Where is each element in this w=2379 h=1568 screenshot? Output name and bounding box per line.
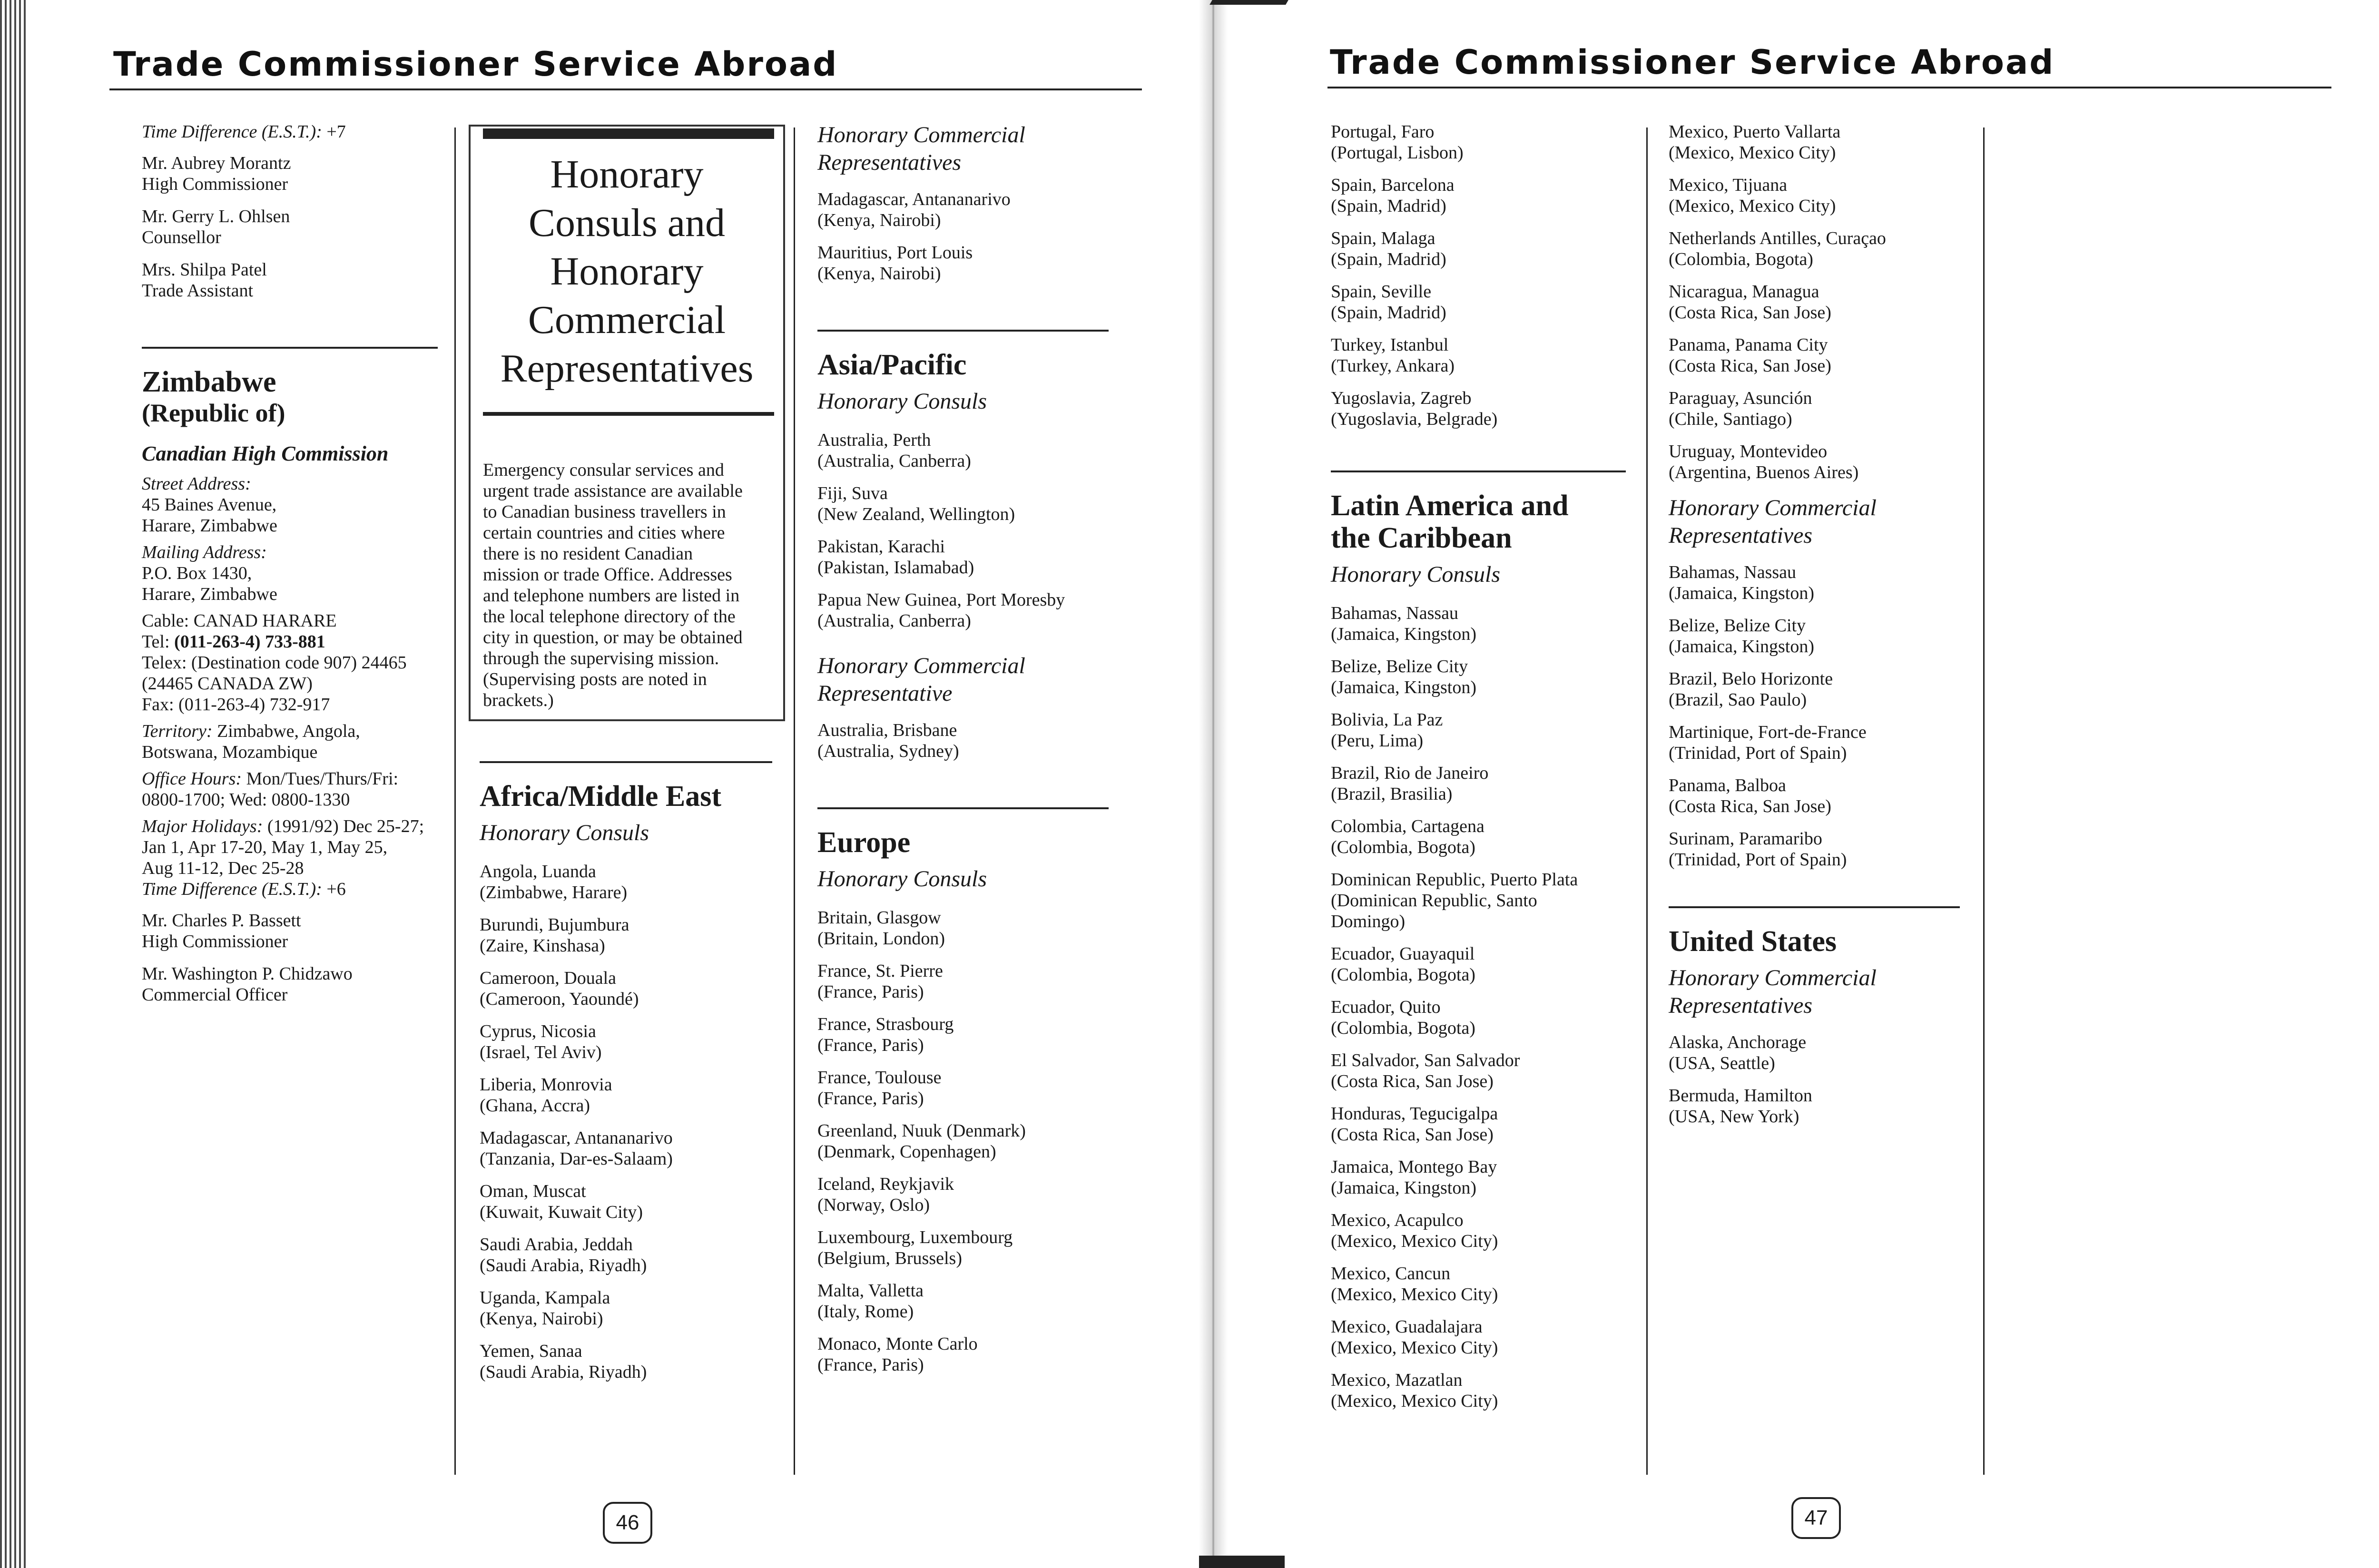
territory-value: Zimbabwe, Angola, (217, 721, 360, 741)
office-hours-label: Office Hours: (142, 769, 242, 789)
page-number-right: 47 (1791, 1497, 1841, 1539)
list-item: Burundi, Bujumbura (Zaire, Kinshasa) (480, 915, 629, 956)
scan-mark (1209, 0, 1288, 5)
section-subheading: Honorary Commercial (817, 653, 1025, 678)
cable-line: Cable: CANAD HARARE (142, 611, 337, 631)
mailing-address-line: Harare, Zimbabwe (142, 584, 277, 604)
list-item: Bermuda, Hamilton (USA, New York) (1669, 1086, 1812, 1127)
list-item: Yemen, Sanaa (Saudi Arabia, Riyadh) (480, 1341, 647, 1382)
section-heading: Europe (817, 826, 911, 859)
territory-label: Territory: (142, 721, 213, 741)
section-subheading: Honorary Consuls (1331, 562, 1501, 587)
section-heading: the Caribbean (1331, 522, 1512, 554)
section-rule (817, 807, 1109, 809)
list-item: Angola, Luanda (Zimbabwe, Harare) (480, 862, 628, 902)
section-subheading: Representatives (1669, 993, 1813, 1018)
list-item: France, St. Pierre (France, Paris) (817, 961, 943, 1002)
list-item: Mauritius, Port Louis (Kenya, Nairobi) (817, 243, 973, 284)
list-item: Iceland, Reykjavik (Norway, Oslo) (817, 1174, 954, 1215)
section-subheading: Honorary Commercial (1669, 495, 1877, 520)
section-heading: United States (1669, 925, 1837, 958)
section-africa (480, 761, 784, 1394)
section-subheading: Representative (817, 681, 953, 706)
list-item: Dominican Republic, Puerto Plata (Dominican Republic, Santo Domingo) (1331, 870, 1578, 931)
mailing-address-line: P.O. Box 1430, (142, 563, 252, 583)
list-item: Ecuador, Quito (Colombia, Bogota) (1331, 997, 1475, 1038)
column-right-1 (1331, 121, 1640, 1423)
list-item: Mexico, Guadalajara (Mexico, Mexico City) (1331, 1317, 1498, 1358)
list-item: Uruguay, Montevideo (Argentina, Buenos Aires) (1669, 441, 1859, 482)
list-item: Belize, Belize City (Jamaica, Kingston) (1669, 616, 1815, 657)
list-item: Madagascar, Antananarivo (Tanzania, Dar-es-Salaam) (480, 1128, 673, 1169)
column-divider (1983, 127, 1985, 1475)
box-top-bar (483, 128, 774, 139)
holidays-value: Aug 11-12, Dec 25-28 (142, 858, 304, 878)
time-difference-label: Time Difference (E.S.T.): (142, 879, 322, 899)
header-rule-right (1327, 87, 2331, 88)
box-title: Honorary Consuls and Honorary Commercial Representatives (500, 152, 754, 391)
section-subheading: Honorary Consuls (480, 820, 649, 845)
list-item: Uganda, Kampala (Kenya, Nairobi) (480, 1288, 610, 1329)
list-item: Mr. Aubrey Morantz High Commissioner (142, 153, 291, 194)
list-item: Alaska, Anchorage (USA, Seattle) (1669, 1032, 1807, 1073)
holidays-value: (1991/92) Dec 25-27; (267, 816, 424, 836)
header-rule-left (109, 88, 1142, 90)
list-item: Mr. Charles P. Bassett High Commissioner (142, 911, 301, 951)
list-item: Spain, Seville (Spain, Madrid) (1331, 282, 1446, 323)
mailing-address-label: Mailing Address: (142, 542, 267, 562)
binding-edge (0, 0, 27, 1568)
list-item: Fiji, Suva (New Zealand, Wellington) (817, 483, 1015, 524)
list-item: Papua New Guinea, Port Moresby (Australia, Canberra) (817, 590, 1065, 631)
street-address-label: Street Address: (142, 474, 251, 494)
mission-name: Canadian High Commission (142, 442, 389, 465)
section-heading: Latin America and (1331, 490, 1569, 522)
street-address-line: 45 Baines Avenue, (142, 495, 277, 515)
list-item: Paraguay, Asunción (Chile, Santiago) (1669, 388, 1812, 429)
column-divider (454, 127, 456, 1475)
page-header-left: Trade Commissioner Service Abroad (113, 45, 838, 84)
column-divider (1646, 127, 1648, 1475)
box-body: Emergency consular services and urgent trade assistance are available to Canadian business travellers in certain countries and cities where there is no resident Canadian mission or trade Office. Addresses and telephone numbers are listed in the local telephone directory of the city in question, or may be obtained through the supervising mission. (Supervising posts are noted in brackets.) (483, 460, 743, 710)
list-item: Australia, Perth (Australia, Canberra) (817, 430, 971, 471)
list-item: Spain, Malaga (Spain, Madrid) (1331, 228, 1446, 269)
office-hours-value: 0800-1700; Wed: 0800-1330 (142, 790, 350, 810)
box-divider (483, 412, 774, 416)
list-item: Honduras, Tegucigalpa (Costa Rica, San Jose) (1331, 1104, 1498, 1145)
list-item: Cyprus, Nicosia (Israel, Tel Aviv) (480, 1021, 602, 1062)
list-item: Cameroon, Douala (Cameroon, Yaoundé) (480, 968, 639, 1009)
page-number-left: 46 (603, 1502, 652, 1544)
office-hours-value: Mon/Tues/Thurs/Fri: (246, 769, 399, 789)
book-spine (1199, 0, 1228, 1568)
list-item: Ecuador, Guayaquil (Colombia, Bogota) (1331, 944, 1475, 985)
list-item: Mexico, Cancun (Mexico, Mexico City) (1331, 1264, 1498, 1304)
territory-value: Botswana, Mozambique (142, 742, 318, 762)
column-right-2 (1669, 121, 1973, 1138)
list-item: Portugal, Faro (Portugal, Lisbon) (1331, 122, 1464, 163)
holidays-value: Jan 1, Apr 17-20, May 1, May 25, (142, 837, 388, 857)
time-difference-value: +6 (326, 879, 346, 899)
list-item: Mexico, Acapulco (Mexico, Mexico City) (1331, 1210, 1498, 1251)
time-difference-label: Time Difference (E.S.T.): (142, 122, 322, 142)
list-item: Panama, Balboa (Costa Rica, San Jose) (1669, 775, 1831, 816)
list-item: Brazil, Rio de Janeiro (Brazil, Brasilia) (1331, 763, 1489, 804)
list-item: Yugoslavia, Zagreb (Yugoslavia, Belgrade) (1331, 388, 1498, 429)
list-item: Mexico, Mazatlan (Mexico, Mexico City) (1331, 1370, 1498, 1411)
list-item: El Salvador, San Salvador (Costa Rica, San Jose) (1331, 1050, 1520, 1091)
scan-shadow (1199, 1556, 1285, 1568)
list-item: Mr. Washington P. Chidzawo Commercial Officer (142, 964, 353, 1005)
country-subheading: (Republic of) (142, 399, 285, 427)
list-item: Liberia, Monrovia (Ghana, Accra) (480, 1075, 612, 1116)
column-left-3 (817, 121, 1122, 1387)
holidays-label: Major Holidays: (142, 816, 263, 836)
list-item: Panama, Panama City (Costa Rica, San Jose) (1669, 335, 1831, 376)
page-header-right: Trade Commissioner Service Abroad (1330, 43, 2055, 82)
list-item: Nicaragua, Managua (Costa Rica, San Jose) (1669, 282, 1831, 323)
fax-line: Fax: (011-263-4) 732-917 (142, 695, 330, 715)
list-item: Greenland, Nuuk (Denmark) (Denmark, Copenhagen) (817, 1121, 1026, 1162)
section-rule (817, 330, 1109, 332)
list-item: Malta, Valletta (Italy, Rome) (817, 1281, 924, 1322)
list-item: Martinique, Fort-de-France (Trinidad, Port of Spain) (1669, 722, 1867, 763)
list-item: Colombia, Cartagena (Colombia, Bogota) (1331, 816, 1484, 857)
section-rule (480, 761, 772, 763)
list-item: Belize, Belize City (Jamaica, Kingston) (1331, 657, 1477, 697)
telex-line: Telex: (Destination code 907) 24465 (142, 653, 407, 673)
section-subheading: Representatives (1669, 523, 1813, 548)
list-item: Monaco, Monte Carlo (France, Paris) (817, 1334, 978, 1375)
list-item: Brazil, Belo Horizonte (Brazil, Sao Paulo) (1669, 669, 1833, 710)
list-item: Mrs. Shilpa Patel Trade Assistant (142, 260, 267, 301)
column-divider (794, 127, 795, 1475)
list-item: France, Strasbourg (France, Paris) (817, 1014, 954, 1055)
list-item: Bolivia, La Paz (Peru, Lima) (1331, 710, 1443, 751)
section-subheading: Honorary Commercial (1669, 965, 1877, 990)
list-item: Pakistan, Karachi (Pakistan, Islamabad) (817, 537, 974, 578)
column-left-1 (142, 121, 446, 1017)
list-item: France, Toulouse (France, Paris) (817, 1068, 942, 1108)
section-subheading: Honorary Consuls (817, 389, 987, 414)
list-item: Oman, Muscat (Kuwait, Kuwait City) (480, 1181, 643, 1222)
list-item: Surinam, Paramaribo (Trinidad, Port of Spain) (1669, 829, 1847, 870)
section-rule (142, 347, 438, 349)
list-item: Britain, Glasgow (Britain, London) (817, 908, 945, 949)
list-item: Madagascar, Antananarivo (Kenya, Nairobi) (817, 189, 1011, 230)
section-rule (1669, 906, 1960, 908)
list-item: Bahamas, Nassau (Jamaica, Kingston) (1669, 562, 1815, 603)
section-subheading: Representatives (817, 150, 962, 175)
tel-value: (011-263-4) 733-881 (174, 632, 325, 652)
list-item: Bahamas, Nassau (Jamaica, Kingston) (1331, 603, 1477, 644)
list-item: Mexico, Tijuana (Mexico, Mexico City) (1669, 175, 1836, 216)
list-item: Australia, Brisbane (Australia, Sydney) (817, 720, 959, 761)
list-item: Mr. Gerry L. Ohlsen Counsellor (142, 206, 290, 247)
list-item: Jamaica, Montego Bay (Jamaica, Kingston) (1331, 1157, 1497, 1198)
time-difference-value: +7 (326, 122, 346, 142)
section-heading: Asia/Pacific (817, 349, 967, 381)
telex-line: (24465 CANADA ZW) (142, 674, 313, 694)
tel-label: Tel: (142, 632, 170, 652)
section-heading: Africa/Middle East (480, 780, 721, 813)
list-item: Netherlands Antilles, Curaçao (Colombia, Bogota) (1669, 228, 1886, 269)
country-heading: Zimbabwe (142, 366, 276, 398)
list-item: Spain, Barcelona (Spain, Madrid) (1331, 175, 1455, 216)
section-subheading: Honorary Commercial (817, 122, 1025, 147)
list-item: Saudi Arabia, Jeddah (Saudi Arabia, Riyadh) (480, 1235, 647, 1275)
intro-box (469, 125, 785, 721)
list-item: Mexico, Puerto Vallarta (Mexico, Mexico City) (1669, 122, 1841, 163)
section-rule (1331, 470, 1626, 472)
street-address-line: Harare, Zimbabwe (142, 516, 277, 536)
list-item: Luxembourg, Luxembourg (Belgium, Brussels) (817, 1227, 1013, 1268)
list-item: Turkey, Istanbul (Turkey, Ankara) (1331, 335, 1455, 376)
section-subheading: Honorary Consuls (817, 866, 987, 892)
